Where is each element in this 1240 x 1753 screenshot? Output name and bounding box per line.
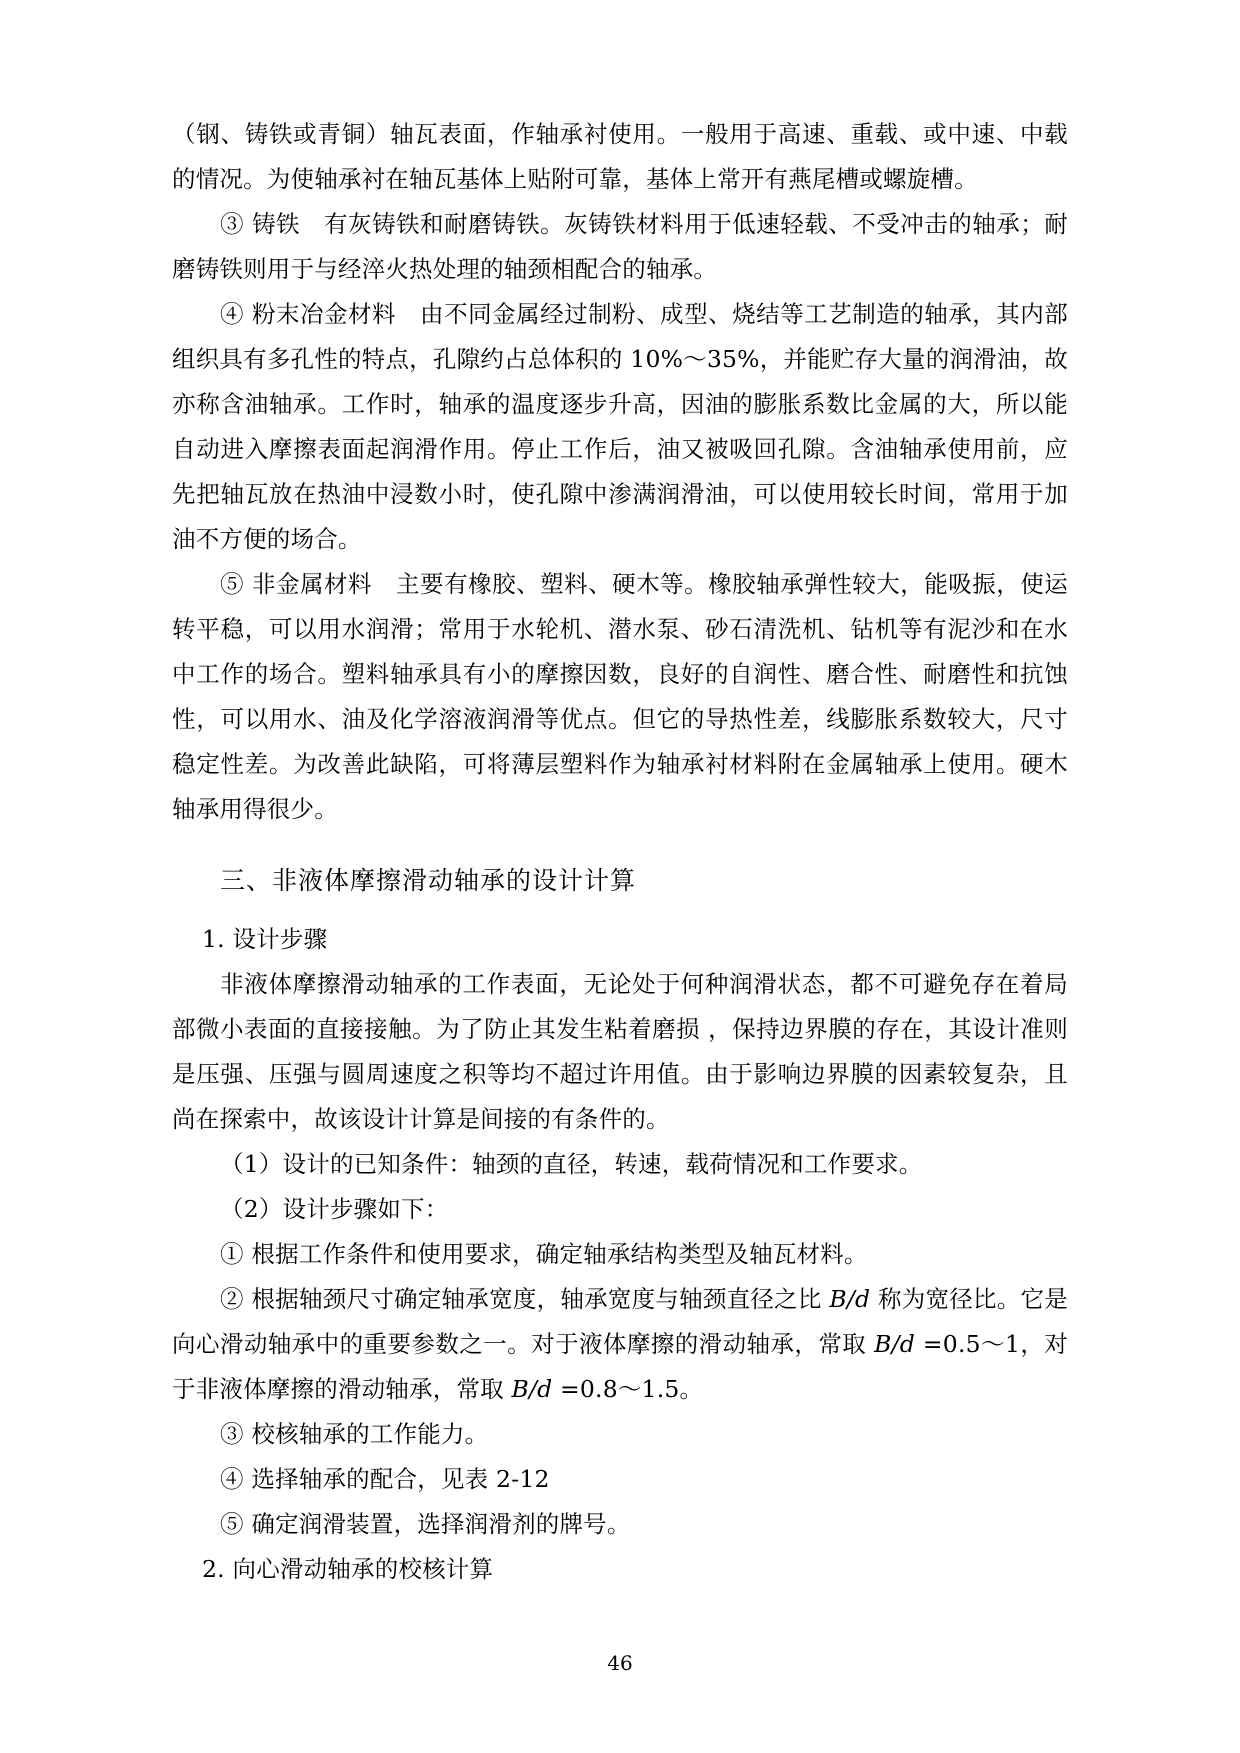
paragraph-step-5: ⑤ 确定润滑装置，选择润滑剂的牌号。 <box>220 1510 631 1538</box>
paragraph-powder-metallurgy: ④ 粉末冶金材料 由不同金属经过制粉、成型、烧结等工艺制造的轴承，其内部组织具有多孔性的特点，孔隙约占总体积的 10%～35%，并能贮存大量的润滑油，故亦称含油轴承。工作时，轴承的温度逐步升高，因油的膨胀系数比金属的大，所以能自动进入摩擦表面起润滑作用。停止工作后，油又被吸回孔隙。含油轴承使用前，应先把轴瓦放在热油中浸数小时，使孔隙中渗满润滑油，可以使用较长时间，常用于加油不方便的场合。 <box>172 300 1068 553</box>
paragraph-step-4: ④ 选择轴承的配合，见表 2-12 <box>220 1465 550 1493</box>
subsection-heading-2: 2. 向心滑动轴承的校核计算 <box>202 1555 494 1583</box>
document-body <box>172 112 1068 1592</box>
paragraph-nonmetal-materials: ⑤ 非金属材料 主要有橡胶、塑料、硬木等。橡胶轴承弹性较大，能吸振，使运转平稳，可以用水润滑；常用于水轮机、潜水泵、砂石清洗机、钻机等有泥沙和在水中工作的场合。塑料轴承具有小的摩擦因数，良好的自润性、磨合性、耐磨性和抗蚀性，可以用水、油及化学溶液润滑等优点。但它的导热性差，线膨胀系数较大，尺寸稳定性差。为改善此缺陷，可将薄层塑料作为轴承衬材料附在金属轴承上使用。硬木轴承用得很少。 <box>172 570 1068 823</box>
paragraph-design-principle: 非液体摩擦滑动轴承的工作表面，无论处于何种润滑状态，都不可避免存在着局部微小表面的直接接触。为了防止其发生粘着磨损 ，保持边界膜的存在，其设计准则是压强、压强与圆周速度之积等均不超过许用值。由于影响边界膜的因素较复杂，且尚在探索中，故该设计计算是间接的有条件的。 <box>172 970 1068 1133</box>
paragraph-design-steps-intro: （2）设计步骤如下： <box>220 1195 449 1223</box>
step2-mid-2: =0.5～1，对于非液体摩擦的滑动轴承，常取 <box>172 1330 1068 1403</box>
step2-suffix: =0.8～1.5。 <box>552 1375 704 1403</box>
paragraph-step-2 <box>172 1277 1068 1412</box>
step2-prefix: ② 根据轴颈尺寸确定轴承宽度，轴承宽度与轴颈直径之比 <box>220 1285 830 1313</box>
paragraph-step-1: ① 根据工作条件和使用要求，确定轴承结构类型及轴瓦材料。 <box>220 1240 868 1268</box>
section-heading: 三、非液体摩擦滑动轴承的设计计算 <box>220 866 637 895</box>
step2-variable-2: B/d <box>874 1330 915 1358</box>
paragraph-cast-iron: ③ 铸铁 有灰铸铁和耐磨铸铁。灰铸铁材料用于低速轻载、不受冲击的轴承；耐磨铸铁则用于与经淬火热处理的轴颈相配合的轴承。 <box>172 210 1068 283</box>
page-number: 46 <box>607 1651 633 1675</box>
subsection-heading-1: 1. 设计步骤 <box>202 925 328 953</box>
step2-variable-1: B/d <box>829 1285 871 1313</box>
paragraph-known-conditions: （1）设计的已知条件：轴颈的直径，转速，载荷情况和工作要求。 <box>220 1150 923 1178</box>
paragraph-1: （钢、铸铁或青铜）轴瓦表面，作轴承衬使用。一般用于高速、重载、或中速、中载的情况。为使轴承衬在轴瓦基体上贴附可靠，基体上常开有燕尾槽或螺旋槽。 <box>172 120 1068 193</box>
step2-mid-1: 称为宽径比。它是向心滑动轴承中的重要参数之一。对于液体摩擦的滑动轴承，常取 <box>172 1285 1068 1358</box>
step2-variable-3: B/d <box>511 1375 553 1403</box>
paragraph-step-3: ③ 校核轴承的工作能力。 <box>220 1420 489 1448</box>
